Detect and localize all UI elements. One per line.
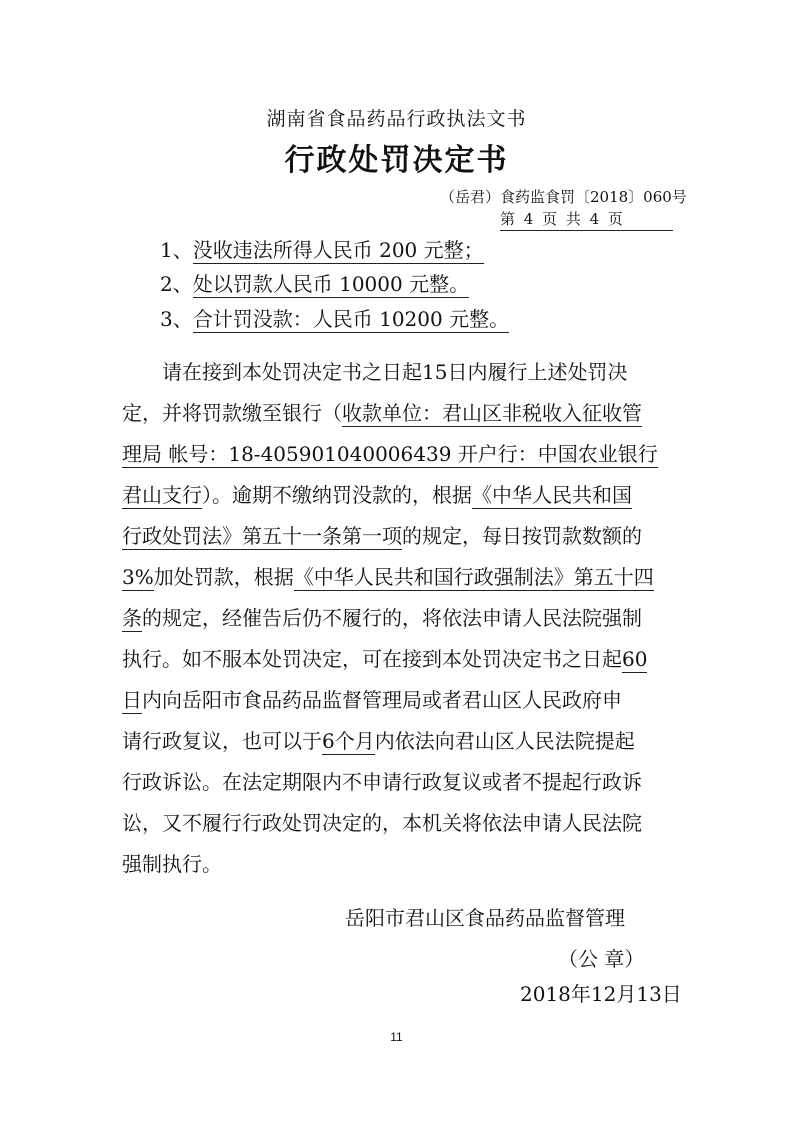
deadline-days: 60 — [622, 647, 648, 671]
body-line: 请在接到本处罚决定书之日起15日内履行上述处罚决 — [162, 360, 628, 384]
account-info: 理局 帐号：18-405901040006439 开户行：中国农业银行 — [122, 442, 658, 466]
body-line: 3%加处罚款，根据《中华人民共和国行政强制法》第五十四 — [122, 565, 654, 589]
penalty-item-2 — [160, 268, 469, 299]
law-reference: 《中华人民共和国行政强制法》第五十四 — [293, 565, 654, 589]
document-header: 湖南省食品药品行政执法文书 — [266, 108, 527, 130]
document-title: 行政处罚决定书 — [284, 143, 509, 178]
body-line: 强制执行。 — [122, 852, 222, 876]
penalty-item-1 — [160, 234, 484, 265]
body-line: 请行政复议，也可以于6个月内依法向君山区人民法院提起 — [122, 729, 635, 753]
body-line: 定，并将罚款缴至银行（收款单位：君山区非税收入征收管 — [122, 401, 642, 425]
page-number: 11 — [390, 1030, 403, 1044]
signature-organization: 岳阳市君山区食品药品监督管理 — [345, 906, 625, 930]
law-reference: 条 — [122, 606, 142, 630]
item-number: 1、 — [160, 238, 193, 262]
body-line — [122, 438, 658, 467]
penalty-rate: 3% — [122, 565, 154, 589]
item-text: 合计罚没款：人民币 10200 元整。 — [192, 307, 510, 331]
item-text: 没收违法所得人民币 200 元整； — [192, 238, 484, 262]
penalty-item-3 — [160, 303, 509, 334]
law-reference: 《中华人民共和国 — [472, 483, 632, 507]
signature-date: 2018年12月13日 — [520, 982, 682, 1006]
document-number: （岳君）食药监食罚〔2018〕060号 — [440, 188, 687, 206]
item-number: 2、 — [160, 272, 193, 296]
item-number: 3、 — [160, 307, 193, 331]
payee-info: 收款单位：君山区非税收入征收管 — [342, 401, 642, 425]
body-line: 日内向岳阳市食品药品监督管理局或者君山区人民政府申 — [122, 688, 622, 712]
body-line: 条的规定，经催告后仍不履行的，将依法申请人民法院强制 — [122, 606, 642, 630]
body-line: 讼，又不履行行政处罚决定的，本机关将依法申请人民法院 — [122, 811, 642, 835]
official-seal-label: （公 章） — [558, 947, 645, 971]
page-info: 第 4 页 共 4 页 — [500, 208, 673, 231]
body-line: 行政处罚法》第五十一条第一项的规定，每日按罚款数额的 — [122, 524, 642, 548]
law-reference: 行政处罚法》第五十一条第一项 — [122, 524, 402, 548]
deadline-months: 6个月 — [322, 729, 375, 753]
deadline-days: 日 — [122, 688, 142, 712]
item-text: 处以罚款人民币 10000 元整。 — [192, 272, 470, 296]
body-line: 执行。如不服本处罚决定，可在接到本处罚决定书之日起60 — [122, 647, 648, 671]
body-line: 君山支行）。逾期不缴纳罚没款的，根据《中华人民共和国 — [122, 483, 632, 507]
bank-branch: 君山支行 — [122, 483, 202, 507]
body-line: 行政诉讼。在法定期限内不申请行政复议或者不提起行政诉 — [122, 770, 642, 794]
